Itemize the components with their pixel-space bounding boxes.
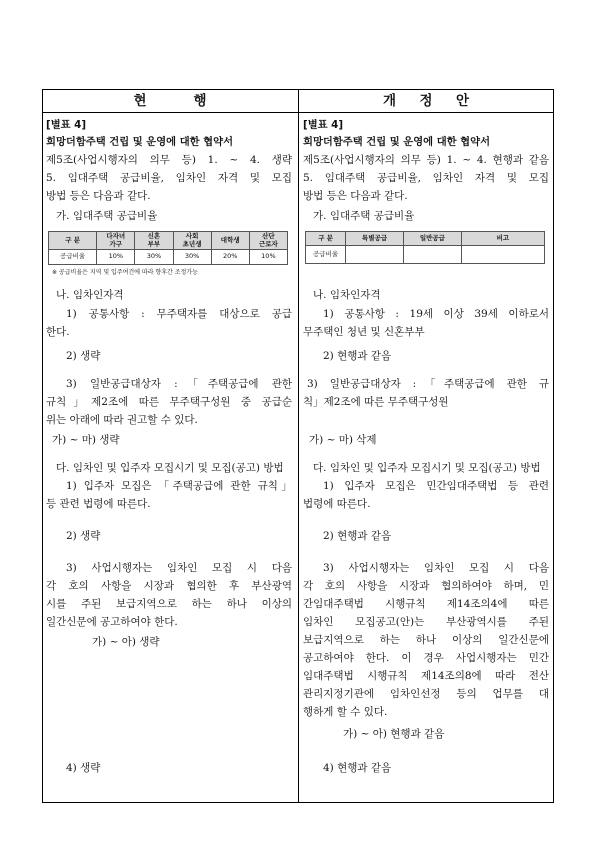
n1-line2: 무주택인 청년 및 신혼부부 — [303, 326, 425, 338]
td-ratio: 30% — [135, 250, 173, 265]
d-items: 가) ~ 아) 현행과 같음 — [343, 728, 445, 740]
article5-line3: 방법 등은 다음과 같다. — [46, 190, 151, 202]
td-ratio-label: 공급비율 — [306, 246, 346, 264]
n3-line3: 위는 아래에 따라 권고할 수 있다. — [46, 414, 198, 426]
n3-line2: 칙」제2조에 따른 무주택구성원 — [303, 396, 449, 408]
d1-line2: 등 관련 법령에 따른다. — [46, 498, 151, 510]
td-remarks-value — [461, 246, 544, 264]
td-general-value — [403, 246, 461, 264]
n3-line1: 3) 일반공급대상자 :「주택공급에 관한 — [66, 378, 292, 390]
th-general-supply: 일반공급 — [403, 232, 461, 246]
n3-line2: 규칙」제2조에 따른 무주택구성원 중 공급순 — [46, 396, 292, 408]
d2: 2) 현행과 같음 — [323, 530, 392, 542]
article5-line1: 제5조(사업시행자의 의무 등) 1. ~ 4. 생략 — [46, 154, 292, 166]
th-special-supply: 특별공급 — [346, 232, 404, 246]
th-young-worker: 사회 초년생 — [173, 232, 211, 250]
agreement-title: 희망더함주택 건립 및 운영에 대한 협약서 — [303, 136, 491, 148]
article5-line1: 제5조(사업시행자의 의무 등) 1. ~ 4. 현행과 같음 — [303, 154, 549, 166]
d3-line2: 각 호의 사항을 시장과 협의한 후 부산광역 — [46, 580, 292, 592]
annex-label: [별표 4] — [46, 119, 87, 131]
d3-line3: 시를 주된 보급지역으로 하는 하나 이상의 — [46, 598, 292, 610]
n2: 2) 현행과 같음 — [323, 350, 392, 362]
th-multichild: 다자녀 가구 — [97, 232, 135, 250]
th-industrial-worker: 산단 근로자 — [249, 232, 287, 250]
column-divider — [298, 89, 299, 803]
agreement-title: 희망더함주택 건립 및 운영에 대한 협약서 — [46, 136, 234, 148]
section-na: 나. 임차인자격 — [313, 289, 381, 301]
d1-line1: 1) 입주자 모집은 민간임대주택법 등 관련 — [323, 480, 549, 492]
d1-line2: 법령에 따른다. — [303, 498, 371, 510]
td-ratio: 10% — [97, 250, 135, 265]
n2: 2) 생략 — [66, 350, 101, 362]
th-remarks: 비고 — [461, 232, 544, 246]
n1-line1: 1) 공통사항 : 19세 이상 39세 이하로서 — [323, 308, 549, 320]
d3-line7: 임대주택법 시행규칙 제14조의8에 따라 전산 — [303, 670, 549, 682]
article5-line3: 방법 등은 다음과 같다. — [303, 190, 408, 202]
n1-line1: 1) 공통사항 : 무주택자를 대상으로 공급 — [66, 308, 292, 320]
supply-ratio-table — [305, 231, 545, 264]
d-items: 가) ~ 아) 생략 — [92, 636, 160, 648]
d4: 4) 현행과 같음 — [323, 762, 392, 774]
th-student: 대학생 — [211, 232, 249, 250]
table-note: ※ 공급비율은 지역 및 입주여건에 따라 향후간 조정가능 — [52, 269, 198, 276]
article5-line2: 5. 임대주택 공급비율, 임차인 자격 및 모집 — [303, 172, 549, 184]
d3-line9: 행하게 할 수 있다. — [303, 706, 388, 718]
comparison-table — [42, 89, 554, 803]
th-newlywed: 신혼 부부 — [135, 232, 173, 250]
section-na: 나. 임차인자격 — [56, 289, 124, 301]
td-ratio-label: 공급비율 — [49, 250, 97, 265]
d3-line3: 간임대주택법 시행규칙 제14조의4에 따른 — [303, 598, 549, 610]
annex-label: [별표 4] — [303, 119, 344, 131]
td-special-value — [346, 246, 404, 264]
d1-line1: 1) 입주자 모집은 「주택공급에 관한 규칙」 — [66, 480, 292, 492]
d3-line4: 일간신문에 공고하여야 한다. — [46, 616, 178, 628]
supply-ratio-table — [48, 231, 288, 265]
d4: 4) 생략 — [66, 762, 101, 774]
article5-line2: 5. 임대주택 공급비율, 임차인 자격 및 모집 — [46, 172, 292, 184]
d3-line4: 임차인 모집공고(안)는 부산광역시를 주된 — [303, 616, 549, 628]
td-ratio: 20% — [211, 250, 249, 265]
d2: 2) 생략 — [66, 530, 101, 542]
section-da: 다. 임차인 및 입주자 모집시기 및 모집(공고) 방법 — [56, 462, 284, 474]
td-ratio: 30% — [173, 250, 211, 265]
section-da: 다. 임차인 및 입주자 모집시기 및 모집(공고) 방법 — [313, 462, 541, 474]
d3-line1: 3) 사업시행자는 임차인 모집 시 다음 — [323, 562, 549, 574]
n-items: 가) ~ 마) 삭제 — [309, 434, 377, 446]
th-category: 구 분 — [49, 232, 97, 250]
d3-line1: 3) 사업시행자는 임차인 모집 시 다음 — [66, 562, 292, 574]
n-items: 가) ~ 마) 생략 — [52, 434, 120, 446]
section-ga: 가. 임대주택 공급비율 — [313, 210, 415, 222]
n1-line2: 한다. — [46, 326, 70, 338]
d3-line8: 관리지정기관에 임차인선정 등의 업무를 대 — [303, 688, 549, 700]
header-revised: 개 정 안 — [382, 93, 470, 109]
section-ga: 가. 임대주택 공급비율 — [56, 210, 158, 222]
th-category: 구 분 — [306, 232, 346, 246]
d3-line6: 공고하여야 한다. 이 경우 사업시행자는 민간 — [303, 652, 549, 664]
d3-line2: 각 호의 사항을 시장과 협의하여야 하며, 민 — [303, 580, 549, 592]
td-ratio: 10% — [249, 250, 287, 265]
n3-line1: 3) 일반공급대상자 :「주택공급에 관한 규 — [307, 378, 549, 390]
header-current: 현 행 — [133, 93, 207, 109]
d3-line5: 보급지역으로 하는 하나 이상의 일간신문에 — [303, 634, 549, 646]
